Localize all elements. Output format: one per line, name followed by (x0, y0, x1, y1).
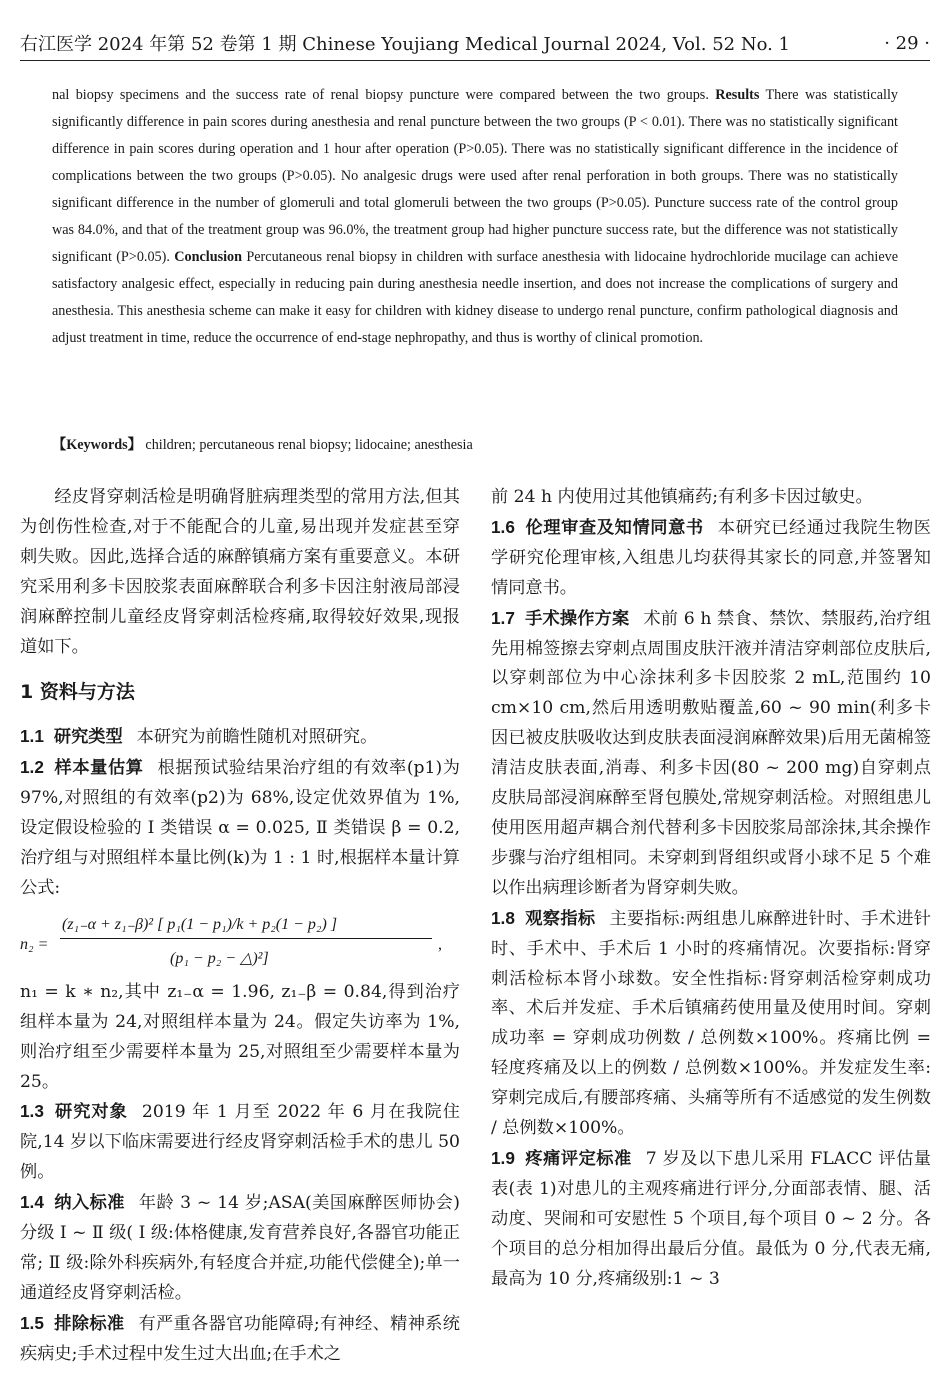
conclusion-text: Percutaneous renal biopsy in children with surface anesthesia with lidocaine hydrochloride mucilage can achieve satisfactory analgesic effect, especially in reducing pain during anesthesia needle insertion, and does not increase the complications of surgery and anesthesia. This anesthesia scheme can make it easy for children with kidney disease to undergo renal puncture, confirm pathological diagnosis and adjust treatment in time, reduce the occurrence of end-stage nephropathy, and thus is worthy of clinical promotion. (52, 249, 899, 346)
formula-comma: , (438, 935, 442, 953)
subsection-title: 研究对象 (53, 1102, 128, 1123)
keywords-label: 【Keywords】 (52, 437, 142, 453)
fraction-bar (60, 938, 432, 939)
subsection-text: 2019 年 1 月至 2022 年 6 月在我院住院,14 岁以下临床需要进行经皮肾穿刺活检手术的患儿 50 例。 (20, 1102, 460, 1183)
subsection-number: 1.4 (20, 1192, 44, 1213)
subsection-number: 1.2 (20, 757, 44, 778)
running-header (20, 28, 930, 58)
subsection-title: 伦理审查及知情同意书 (524, 517, 704, 538)
subsection-1-8 (491, 904, 931, 1144)
subsection-title: 样本量估算 (53, 758, 144, 779)
subsection-text: 本研究已经通过我院生物医学研究伦理审核,入组患儿均获得其家长的同意,并签署知情同意书。 (491, 517, 931, 598)
subsection-1-6 (491, 513, 931, 604)
subsection-1-7 (491, 604, 931, 904)
subsection-number: 1.8 (491, 907, 515, 928)
subsection-1-5-continued: 前 24 h 内使用过其他镇痛药;有利多卡因过敏史。 (491, 487, 873, 507)
subsection-number: 1.3 (20, 1101, 44, 1122)
subsection-1-4 (20, 1188, 460, 1309)
subsection-title: 观察指标 (524, 908, 596, 929)
conclusion-label: Conclusion (174, 249, 243, 265)
formula-lhs: n₂ = (20, 935, 49, 953)
subsection-text: 7 岁及以下患儿采用 FLACC 评估量表(表 1)对患儿的主观疼痛进行评分,分面部表情、腿、活动度、哭闹和可安慰性 5 个项目,每个项目 0 ~ 2 分。各个项目的总分相加得出最后分值。最低为 0 分,代表无痛,最高为 10 分,疼痛级别:1 ~ 3 (491, 1148, 931, 1289)
intro-paragraph: 经皮肾穿刺活检是明确肾脏病理类型的常用方法,但其为创伤性检查,对于不能配合的儿童,易出现并发症甚至穿刺失败。因此,选择合适的麻醉镇痛方案有重要意义。本研究采用利多卡因胶浆表面麻醉联合利多卡因注射液局部浸润麻醉控制儿童经皮肾穿刺活检疼痛,取得较好效果,现报道如下。 (20, 487, 460, 657)
header-journal-info: 右江医学 2024 年第 52 卷第 1 期 Chinese Youjiang Medical Journal 2024, Vol. 52 No. 1 (20, 34, 790, 55)
subsection-1-2 (20, 753, 460, 904)
keywords (52, 432, 898, 459)
subsection-number: 1.1 (20, 726, 44, 747)
subsection-title: 手术操作方案 (524, 608, 630, 629)
subsection-text: 本研究为前瞻性随机对照研究。 (136, 727, 378, 748)
subsection-title: 疼痛评定标准 (524, 1148, 632, 1169)
subsection-text: 主要指标:两组患儿麻醉进针时、手术进针时、手术中、手术后 1 小时的疼痛情况。次要指标:肾穿刺活检标本肾小球数。安全性指标:肾穿刺活检穿刺成功率、术后并发症、手术后镇痛药使用量及使用时间。穿刺成功率 = 穿刺成功例数 / 总例数×100%。疼痛比例 = 轻度疼痛及以上的例数 / 总例数×100%。并发症发生率:穿刺完成后,有腰部疼痛、头痛等所有不适感觉的发生例数 / 总例数×100%。 (491, 908, 931, 1139)
subsection-title: 排除标准 (53, 1313, 125, 1334)
sample-size-result: n₁ = k ∗ n₂,其中 z₁₋α = 1.96, z₁₋β = 0.84,得到治疗组样本量为 24,对照组样本量为 24。假定失访率为 1%,则治疗组至少需要样本量为 25,对照组至少需要样本量为 25。 (20, 981, 460, 1092)
left-column (20, 483, 460, 1370)
subsection-1-1 (20, 722, 460, 753)
sample-size-formula (20, 908, 460, 976)
results-label: Results (715, 87, 760, 103)
formula-numerator: (z₁₋α + z₁₋β)² [ p₁(1 − p₁)/k + p₂(1 − p₂) ] (62, 915, 338, 933)
right-column (491, 483, 931, 1294)
subsection-text: 根据预试验结果治疗组的有效率(p1)为 97%,对照组的有效率(p2)为 68%,设定优效界值为 1%,设定假设检验的 Ⅰ 类错误 α = 0.025, Ⅱ 类错误 β = 0.2,治疗组与对照组样本量比例(k)为 1 : 1 时,根据样本量计算公式: (20, 758, 460, 898)
results-text: There was statistically significantly difference in pain scores during anesthesia and renal puncture between the two groups (P < 0.01). There was no statistically significant difference in pain scores during operation and 1 hour after operation (P>0.05). There was no statistically significant difference in the incidence of complications between the two groups (P>0.05). No analgesic drugs were used after renal perforation in both groups. There was no statistically significant difference in the number of glomeruli and total glomeruli between the two groups (P>0.05). Puncture success rate of the control group was 84.0%, and that of the treatment group was 96.0%, the treatment group had higher puncture success rate, but the difference was not statistically significant (P>0.05). (52, 87, 899, 265)
subsection-number: 1.5 (20, 1312, 44, 1333)
subsection-number: 1.9 (491, 1147, 515, 1168)
keywords-text: children; percutaneous renal biopsy; lidocaine; anesthesia (145, 437, 473, 453)
subsection-1-5 (20, 1309, 460, 1370)
subsection-number: 1.7 (491, 607, 515, 628)
subsection-text: 年龄 3 ~ 14 岁;ASA(美国麻醉医师协会)分级 Ⅰ ~ Ⅱ 级( Ⅰ 级:体格健康,发育营养良好,各器官功能正常; Ⅱ 级:除外科疾病外,有轻度合并症,功能代偿健全);单一通道经皮肾穿刺活检。 (20, 1193, 460, 1303)
subsection-text: 有严重各器官功能障碍;有神经、精神系统疾病史;手术过程中发生过大出血;在手术之 (20, 1313, 460, 1364)
abstract-methods-tail: nal biopsy specimens and the success rate of renal biopsy puncture were compared between the two groups. (52, 87, 709, 103)
subsection-title: 研究类型 (53, 727, 123, 748)
subsection-1-3 (20, 1097, 460, 1188)
section-1-heading: 1 资料与方法 (20, 681, 135, 704)
subsection-title: 纳入标准 (53, 1193, 125, 1214)
formula-denominator: (p₁ − p₂ − △)²] (170, 949, 269, 967)
subsection-text: 术前 6 h 禁食、禁饮、禁服药,治疗组先用棉签擦去穿刺点周围皮肤汗液并清洁穿刺部位皮肤后,以穿刺部位为中心涂抹利多卡因胶浆 2 mL,范围约 10 cm×10 cm,然后用透明敷贴覆盖,60 ~ 90 min(利多卡因已被皮肤吸收达到皮肤表面浸润麻醉效果)后用无菌棉签清洁皮肤表面,消毒、利多卡因(80 ~ 200 mg)自穿刺点皮肤局部浸润麻醉至肾包膜处,常规穿刺活检。对照组患儿使用医用超声耦合剂代替利多卡因胶浆局部涂抹,其余操作步骤与治疗组相同。未穿刺到肾组织或肾小球不足 5 个难以作出病理诊断者为肾穿刺失败。 (491, 608, 931, 898)
english-abstract (52, 82, 898, 352)
page-number: · 29 · (884, 32, 930, 54)
subsection-1-9 (491, 1144, 931, 1295)
header-divider (20, 60, 930, 61)
subsection-number: 1.6 (491, 516, 515, 537)
